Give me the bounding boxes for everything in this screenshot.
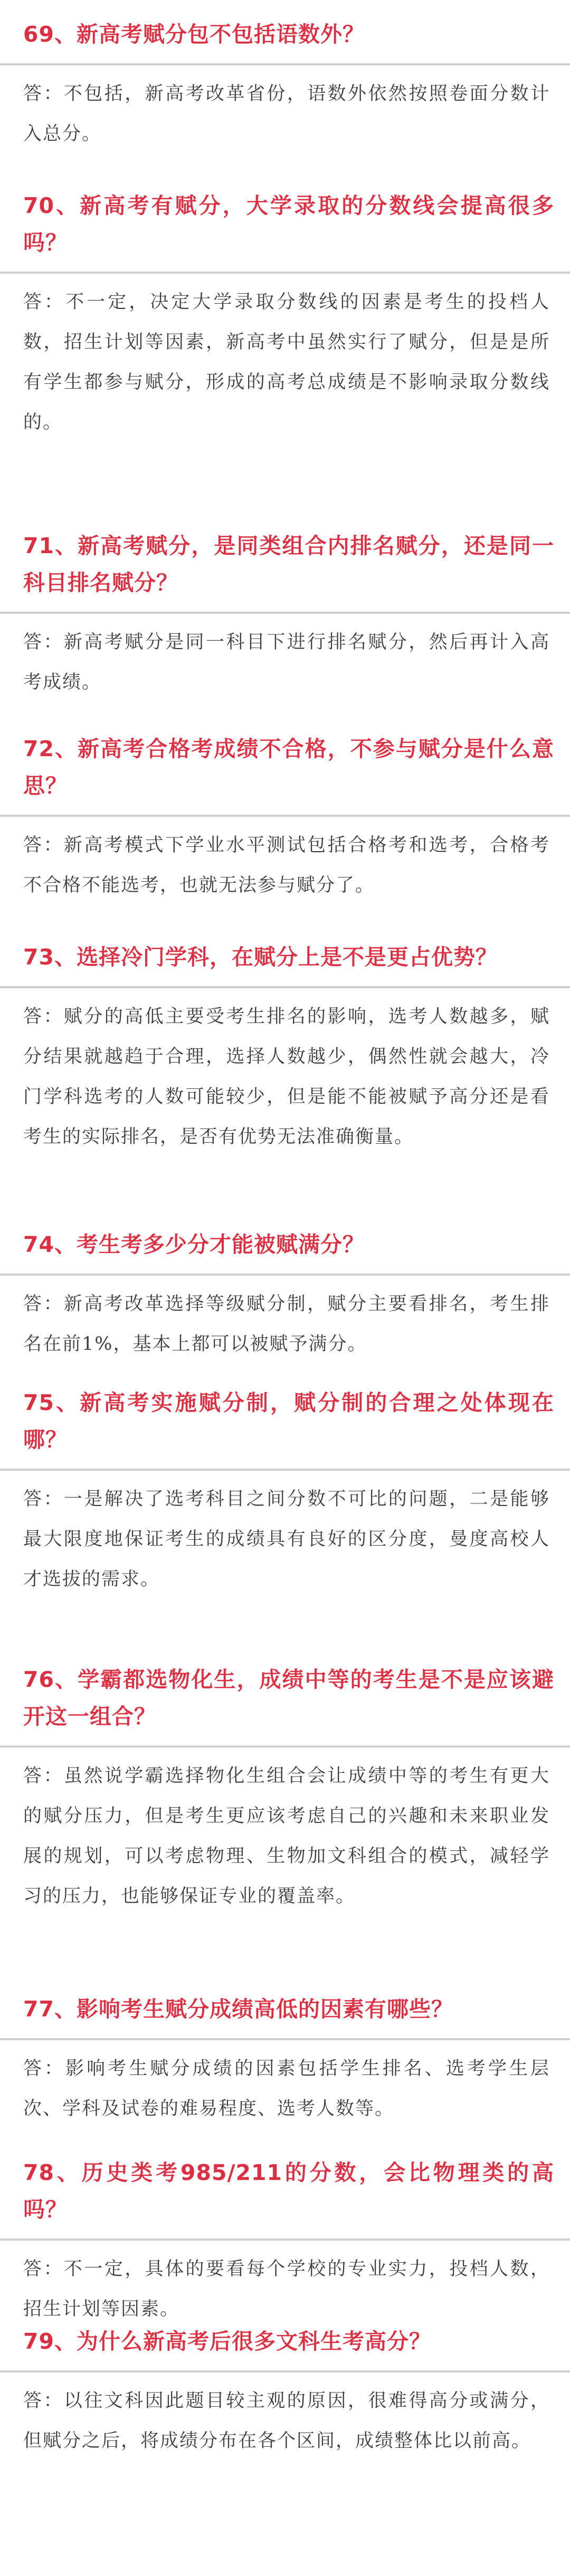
question-heading: 74、考生考多少分才能被赋满分？ <box>23 1232 365 1257</box>
question-heading: 75、新高考实施赋分制，赋分制的合理之处体现在哪？ <box>23 1390 554 1452</box>
answer-text: 答：以往文科因此题目较主观的原因，很难得高分或满分，但赋分之后，将成绩分布在各个区间，成绩整体比以前高。 <box>23 2390 550 2452</box>
question-heading: 73、选择冷门学科，在赋分上是不是更占优势？ <box>23 944 498 970</box>
answer-text: 答：新高考赋分是同一科目下进行排名赋分，然后再计入高考成绩。 <box>23 632 550 693</box>
qa-item-78 <box>0 2154 570 2329</box>
answer-text: 答：影响考生赋分成绩的因素包括学生排名、选考学生层次、学科及试卷的难易程度、选考人数等。 <box>23 2058 550 2119</box>
answer-text: 答：不包括，新高考改革省份，语数外依然按照卷面分数计入总分。 <box>23 83 550 144</box>
question-heading: 70、新高考有赋分，大学录取的分数线会提高很多吗？ <box>23 193 554 255</box>
answer-text: 答：一是解决了选考科目之间分数不可比的问题，二是能够最大限度地保证考生的成绩具有良好的区分度，曼度高校人才选拔的需求。 <box>23 1489 550 1590</box>
divider <box>0 1745 570 1748</box>
qa-item-76 <box>0 1661 570 1916</box>
divider <box>0 815 570 817</box>
question-heading: 72、新高考合格考成绩不合格，不参与赋分是什么意思？ <box>23 736 554 798</box>
qa-item-75 <box>0 1384 570 1599</box>
qa-item-72 <box>0 730 570 905</box>
answer-text: 答：不一定，具体的要看每个学校的专业实力，投档人数，招生计划等因素。 <box>23 2259 550 2320</box>
divider <box>0 272 570 274</box>
question-heading: 78、历史类考985/211的分数，会比物理类的高吗？ <box>23 2160 554 2222</box>
answer-text: 答：虽然说学霸选择物化生组合会让成绩中等的考生有更大的赋分压力，但是考生更应该考虑自己的兴趣和未来职业发展的规划，可以考虑物理、生物加文科组合的模式，减轻学习的压力，也能够保证专业的覆盖率。 <box>23 1765 550 1907</box>
divider <box>0 612 570 614</box>
divider <box>0 2370 570 2372</box>
divider <box>0 2038 570 2040</box>
divider <box>0 2239 570 2241</box>
question-heading: 71、新高考赋分，是同类组合内排名赋分，还是同一科目排名赋分？ <box>23 533 554 595</box>
qa-item-79 <box>0 2323 570 2461</box>
question-heading: 79、为什么新高考后很多文科生考高分？ <box>23 2329 432 2354</box>
divider <box>0 63 570 65</box>
answer-text: 答：新高考改革选择等级赋分制，赋分主要看排名，考生排名在前1%，基本上都可以被赋予满分。 <box>23 1294 550 1355</box>
question-heading: 69、新高考赋分包不包括语数外？ <box>23 22 365 47</box>
qa-item-74 <box>0 1226 570 1364</box>
question-heading: 76、学霸都选物化生，成绩中等的考生是不是应该避开这一组合？ <box>23 1667 554 1729</box>
divider <box>0 1469 570 1471</box>
question-heading: 77、影响考生赋分成绩高低的因素有哪些？ <box>23 1996 454 2022</box>
qa-item-70 <box>0 187 570 442</box>
divider <box>0 986 570 988</box>
answer-text: 答：不一定，决定大学录取分数线的因素是考生的投档人数，招生计划等因素，新高考中虽然实行了赋分，但是是所有学生都参与赋分，形成的高考总成绩是不影响录取分数线的。 <box>23 292 550 433</box>
qa-item-73 <box>0 939 570 1157</box>
qa-item-69 <box>0 16 570 154</box>
qa-item-71 <box>0 527 570 702</box>
qa-item-77 <box>0 1991 570 2129</box>
divider <box>0 1273 570 1276</box>
answer-text: 答：赋分的高低主要受考生排名的影响，选考人数越多，赋分结果就越趋于合理，选择人数越少，偶然性就会越大，冷门学科选考的人数可能较少，但是能不能被赋予高分还是看考生的实际排名，是否有优势无法准确衡量。 <box>23 1006 550 1147</box>
answer-text: 答：新高考模式下学业水平测试包括合格考和选考，合格考不合格不能选考，也就无法参与赋分了。 <box>23 835 550 896</box>
